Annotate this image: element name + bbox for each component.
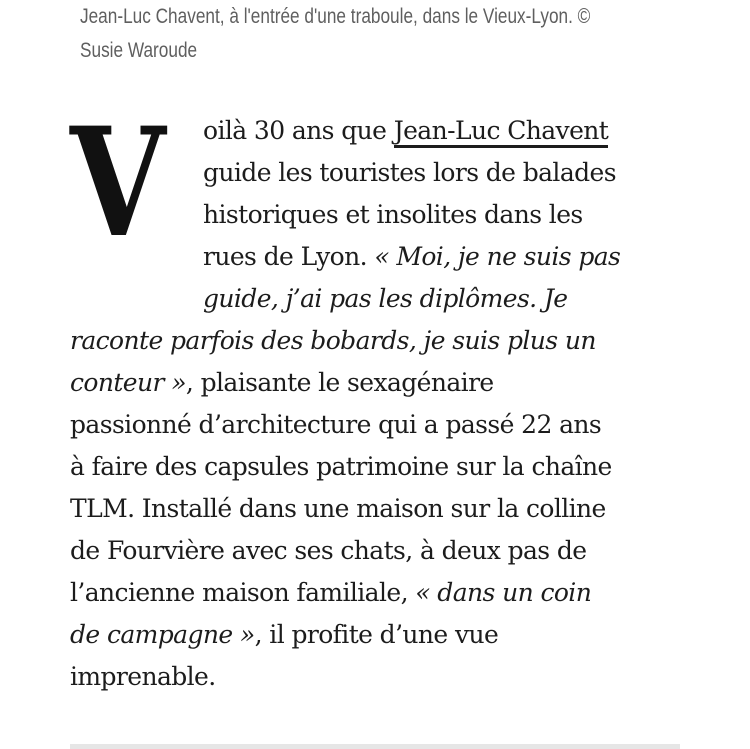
text-run: oilà 30 ans que bbox=[203, 116, 394, 145]
paragraph-line bbox=[70, 110, 690, 152]
article-paragraph bbox=[70, 95, 690, 698]
paragraph-line: passionné d’architecture qui a passé 22 ans bbox=[70, 410, 602, 439]
paragraph-line bbox=[70, 614, 690, 656]
section-divider bbox=[70, 744, 680, 749]
paragraph-line: historiques et insolites dans les bbox=[203, 200, 583, 229]
quote-text: « Moi, je ne suis pas bbox=[374, 242, 621, 271]
paragraph-line: imprenable. bbox=[70, 662, 216, 691]
drop-cap: V bbox=[70, 95, 166, 271]
paragraph-line bbox=[70, 320, 690, 362]
quote-text: raconte parfois des bobards, je suis plus un bbox=[70, 326, 596, 355]
person-link-jean-luc-chavent[interactable]: Jean-Luc Chavent bbox=[394, 116, 609, 148]
paragraph-line bbox=[70, 236, 690, 278]
text-run: l’ancienne maison familiale, bbox=[70, 578, 416, 607]
paragraph-line bbox=[70, 278, 690, 320]
paragraph-line: guide les touristes lors de balades bbox=[203, 158, 616, 187]
caption-line: Jean-Luc Chavent, à l'entrée d'une traboule, dans le Vieux-Lyon. © bbox=[80, 5, 591, 28]
quote-text: conteur » bbox=[70, 368, 186, 397]
text-run: rues de Lyon. bbox=[203, 242, 375, 271]
paragraph-line bbox=[70, 572, 690, 614]
text-run: , plaisante le sexagénaire bbox=[185, 368, 494, 397]
caption-line: Susie Waroude bbox=[80, 39, 198, 62]
paragraph-line: de Fourvière avec ses chats, à deux pas de bbox=[70, 536, 587, 565]
quote-text: « dans un coin bbox=[415, 578, 592, 607]
paragraph-line: à faire des capsules patrimoine sur la chaîne bbox=[70, 452, 612, 481]
quote-text: guide, j’ai pas les diplômes. Je bbox=[203, 284, 568, 313]
text-run: , il profite d’une vue bbox=[254, 620, 499, 649]
paragraph-line: TLM. Installé dans une maison sur la colline bbox=[70, 494, 606, 523]
paragraph-line bbox=[70, 362, 690, 404]
photo-caption bbox=[80, 0, 591, 68]
quote-text: de campagne » bbox=[70, 620, 255, 649]
